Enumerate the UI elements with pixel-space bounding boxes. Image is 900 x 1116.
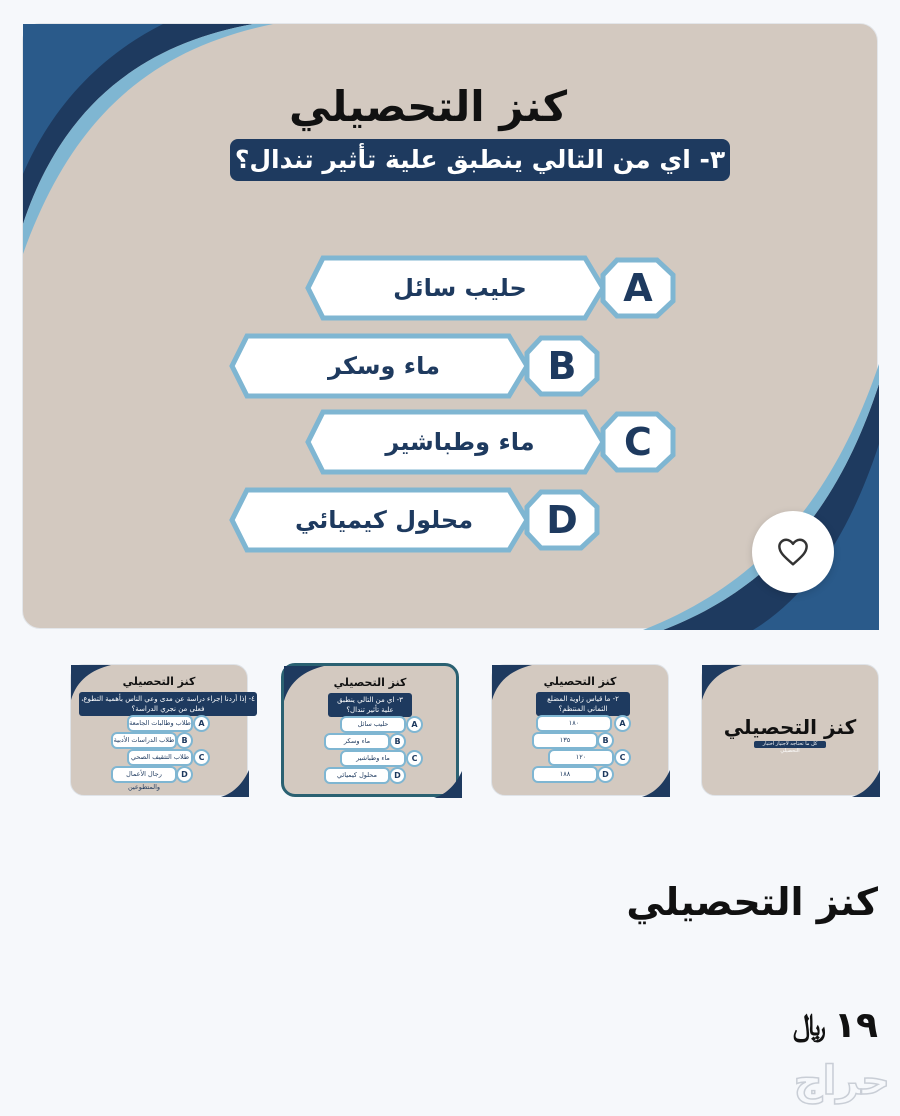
thumbnail-option: ماء وسكر xyxy=(324,733,390,750)
thumbnail-title: كنز التحصيلي xyxy=(723,715,857,739)
thumbnail-4[interactable] xyxy=(701,664,879,796)
thumbnail-title: كنز التحصيلي xyxy=(122,675,196,688)
thumbnail-option-letter: A xyxy=(614,715,631,732)
thumbnail-option-letter: C xyxy=(614,749,631,766)
option-c xyxy=(305,409,695,475)
option-a xyxy=(305,255,695,321)
thumbnail-option-letter: A xyxy=(406,716,423,733)
thumbnail-title: كنز التحصيلي xyxy=(543,675,617,688)
thumbnail-option-letter: B xyxy=(389,733,406,750)
thumbnail-option: طلاب الدراسات الأدبية xyxy=(111,732,177,749)
thumbnail-option: ماء وطباشير xyxy=(340,750,406,767)
thumbnail-option-letter: D xyxy=(597,766,614,783)
option-b-text: ماء وسكر xyxy=(328,352,440,380)
thumbnail-option: حليب سائل xyxy=(340,716,406,733)
option-c-text: ماء وطباشير xyxy=(385,428,535,456)
currency-icon: ﷼ xyxy=(792,1008,827,1043)
thumbnail-question: ٤- إذا أردنا إجراء دراسة عن مدى وعي الناس بأهمية التطوع، فعلى من نجري الدراسة؟ xyxy=(79,692,257,716)
favorite-button[interactable] xyxy=(752,511,834,593)
option-d xyxy=(229,487,619,553)
price-value: ١٩ xyxy=(834,1005,878,1046)
thumbnail-question: ٣- اي من التالي ينطبق علية تأثير تندال؟ xyxy=(328,693,412,717)
thumbnail-option: ١٨٠ xyxy=(536,715,612,732)
thumbnail-subtitle: كل ما تحتاجه لاجتياز اختبار التحصيلي xyxy=(754,741,826,748)
thumbnail-option-letter: A xyxy=(193,715,210,732)
thumbnail-question: ٢- ما قياس زاوية المضلع الثماني المنتظم؟ xyxy=(536,692,630,716)
thumbnail-option-letter: C xyxy=(406,750,423,767)
slide-title: كنز التحصيلي xyxy=(288,82,568,131)
thumbnail-option: رجال الأعمال والمتطوعين xyxy=(111,766,177,783)
thumbnail-2[interactable] xyxy=(281,663,459,797)
thumbnail-option: ١٣٥ xyxy=(532,732,598,749)
thumbnail-option: ١٢٠ xyxy=(548,749,614,766)
slide-question: ٣- اي من التالي ينطبق علية تأثير تندال؟ xyxy=(230,139,730,181)
thumbnail-option: ١٨٨ xyxy=(532,766,598,783)
thumbnail-option-letter: B xyxy=(176,732,193,749)
product-price xyxy=(793,1005,878,1046)
thumbnail-option: محلول كيميائي xyxy=(324,767,390,784)
thumbnail-title: كنز التحصيلي xyxy=(333,676,407,689)
thumbnail-3[interactable] xyxy=(491,664,669,796)
thumbnail-option-letter: B xyxy=(597,732,614,749)
heart-icon xyxy=(776,537,810,567)
option-d-text: محلول كيميائي xyxy=(294,506,474,534)
product-title: كنز التحصيلي xyxy=(626,880,878,924)
thumbnail-option-letter: D xyxy=(389,767,406,784)
thumbnail-option-letter: D xyxy=(176,766,193,783)
thumbnail-option-letter: C xyxy=(193,749,210,766)
option-b xyxy=(229,333,619,399)
option-a-text: حليب سائل xyxy=(393,274,527,302)
thumbnail-1[interactable] xyxy=(70,664,255,796)
option-b-letter: B xyxy=(547,344,577,388)
option-d-letter: D xyxy=(546,498,578,542)
option-c-letter: C xyxy=(624,420,652,464)
thumbnail-option: طلاب وطالبات الجامعة xyxy=(127,715,193,732)
watermark-logo: حراج xyxy=(793,1058,890,1104)
option-a-letter: A xyxy=(623,266,653,310)
thumbnail-option: طلاب التثقيف الصحي xyxy=(127,749,193,766)
